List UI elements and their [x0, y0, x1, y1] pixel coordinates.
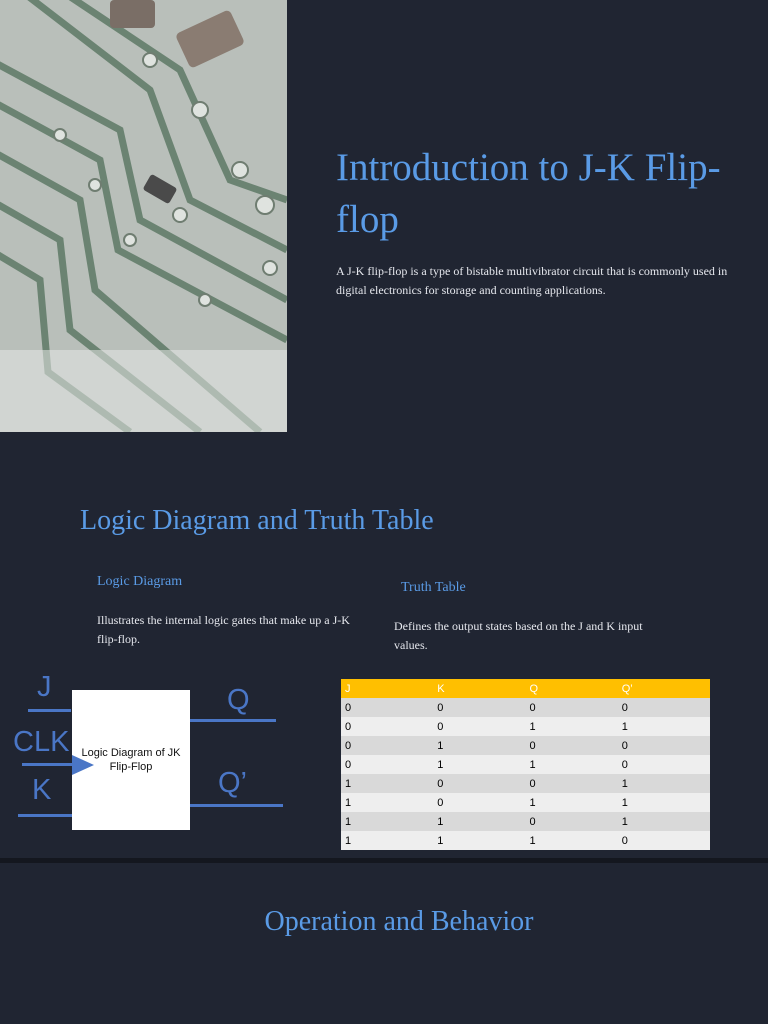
table-cell: 1 — [526, 831, 618, 850]
table-cell: 1 — [341, 831, 433, 850]
section-heading-logic: Logic Diagram and Truth Table — [80, 505, 434, 536]
pin-label-j: J — [37, 671, 52, 703]
wire-j — [28, 709, 71, 712]
truth-table — [341, 679, 710, 850]
slide-divider — [0, 858, 768, 863]
table-row — [341, 755, 710, 774]
wire-q — [190, 719, 276, 722]
table-cell: 0 — [341, 717, 433, 736]
pin-label-q: Q — [227, 684, 250, 716]
table-cell: 0 — [526, 774, 618, 793]
table-cell: 0 — [433, 717, 525, 736]
table-cell: 0 — [341, 698, 433, 717]
intro-paragraph: A J-K flip-flop is a type of bistable multivibrator circuit that is commonly used in digital electronics for storage and counting applications. — [336, 264, 728, 297]
table-cell: 1 — [341, 793, 433, 812]
pin-label-clk: CLK — [13, 726, 70, 758]
table-row — [341, 793, 710, 812]
table-cell: 0 — [433, 793, 525, 812]
table-cell: 1 — [526, 717, 618, 736]
table-cell: 0 — [618, 755, 710, 774]
table-cell: 0 — [526, 736, 618, 755]
table-row — [341, 831, 710, 850]
slide-title: Introduction to J-K Flip-flop — [336, 146, 721, 241]
table-cell: 0 — [526, 812, 618, 831]
table-cell: 1 — [341, 774, 433, 793]
table-row — [341, 774, 710, 793]
column-header-k: K — [433, 679, 525, 698]
wire-k — [18, 814, 72, 817]
table-cell: 1 — [433, 831, 525, 850]
truth-table-heading: Truth Table — [401, 580, 466, 595]
table-cell: 0 — [618, 736, 710, 755]
flip-flop-block: Logic Diagram of JK Flip-Flop — [72, 690, 190, 830]
section-heading-operation: Operation and Behavior — [264, 906, 534, 937]
table-cell: 0 — [526, 698, 618, 717]
table-cell: 0 — [341, 755, 433, 774]
table-cell: 0 — [433, 774, 525, 793]
logic-diagram-heading: Logic Diagram — [97, 574, 183, 589]
wire-clk — [22, 763, 72, 766]
truth-table-description: Defines the output states based on the J and K input values. — [394, 619, 643, 652]
table-cell: 1 — [618, 774, 710, 793]
column-header-qbar: Q’ — [618, 679, 710, 698]
table-cell: 0 — [618, 831, 710, 850]
table-cell: 1 — [433, 736, 525, 755]
pin-label-k: K — [32, 774, 52, 806]
table-row — [341, 698, 710, 717]
pin-label-qbar: Q’ — [218, 767, 247, 799]
table-row — [341, 717, 710, 736]
table-cell: 1 — [433, 755, 525, 774]
table-cell: 1 — [526, 793, 618, 812]
table-cell: 0 — [618, 698, 710, 717]
table-cell: 1 — [341, 812, 433, 831]
table-row — [341, 736, 710, 755]
circuit-board-photo — [0, 0, 287, 432]
clock-triangle-icon — [72, 755, 94, 775]
table-cell: 0 — [341, 736, 433, 755]
table-row — [341, 812, 710, 831]
table-cell: 1 — [526, 755, 618, 774]
table-cell: 0 — [433, 698, 525, 717]
table-cell: 1 — [618, 793, 710, 812]
table-cell: 1 — [433, 812, 525, 831]
table-cell: 1 — [618, 812, 710, 831]
column-header-q: Q — [526, 679, 618, 698]
logic-diagram-description: Illustrates the internal logic gates that make up a J-K flip-flop. — [97, 613, 350, 646]
column-header-j: J — [341, 679, 433, 698]
table-header-row — [341, 679, 710, 698]
table-cell: 1 — [618, 717, 710, 736]
wire-qbar — [190, 804, 283, 807]
